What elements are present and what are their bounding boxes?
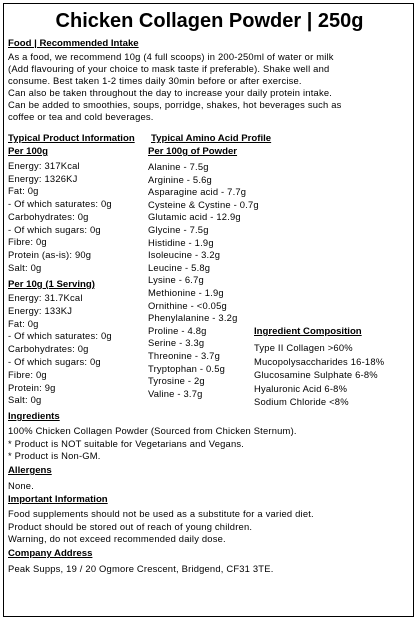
list-item: Valine - 3.7g — [148, 387, 203, 399]
list-item: Asparagine acid - 7.7g — [148, 186, 247, 198]
list-item: Cysteine & Cystine - 0.7g — [148, 198, 259, 210]
text-line: * Product is Non-GM. — [8, 450, 101, 461]
text-line: consume. Best taken 1-2 times daily 30min before or after exercise. — [8, 75, 302, 86]
list-item: Carbohydrates: 0g — [8, 343, 89, 355]
per-10g-list — [8, 292, 112, 407]
text-line: Product should be stored out of reach of young children. — [8, 520, 253, 532]
list-item: Proline - 4.8g — [148, 324, 207, 336]
allergens-text — [8, 480, 34, 492]
amino-heading: Typical Amino Acid Profile — [151, 133, 272, 144]
list-item: Energy: 31.7Kcal — [8, 292, 83, 303]
amino-sub-heading: Per 100g of Powder — [148, 146, 238, 157]
text-line: (Add flavouring of your choice to mask taste if preferable). Shake well and — [8, 63, 330, 74]
ingredients-heading: Ingredients — [8, 411, 60, 422]
important-text — [8, 508, 314, 546]
list-item: Energy: 1326KJ — [8, 172, 78, 184]
list-item: Isoleucine - 3.2g — [148, 249, 221, 261]
list-item: Serine - 3.3g — [148, 337, 205, 349]
list-item: Type II Collagen >60% — [254, 342, 353, 353]
list-item: - Of which sugars: 0g — [8, 223, 101, 235]
list-item: Glycine - 7.5g — [148, 223, 209, 235]
list-item: Salt: 0g — [8, 394, 42, 406]
composition-list — [254, 341, 384, 409]
text-line: As a food, we recommend 10g (4 full scoops) in 200-250ml of water or milk — [8, 51, 334, 62]
list-item: Energy: 317Kcal — [8, 160, 80, 171]
amino-list — [148, 161, 259, 400]
food-intake-heading: Food | Recommended Intake — [8, 38, 139, 49]
nutrition-heading: Typical Product Information — [8, 133, 135, 144]
list-item: Fibre: 0g — [8, 368, 47, 380]
list-item: Histidine - 1.9g — [148, 236, 214, 248]
list-item: Hyaluronic Acid 6-8% — [254, 382, 348, 394]
text-line: Peak Supps, 19 / 20 Ogmore Crescent, Bridgend, CF31 3TE. — [8, 563, 274, 574]
list-item: Protein (as-is): 90g — [8, 248, 92, 260]
list-item: Arginine - 5.6g — [148, 173, 212, 185]
text-line: Can be added to smoothies, soups, porridge, shakes, hot beverages such as — [8, 99, 342, 110]
per-10g-heading: Per 10g (1 Serving) — [8, 279, 95, 290]
text-line: 100% Chicken Collagen Powder (Sourced from Chicken Sternum). — [8, 425, 297, 436]
list-item: Energy: 133KJ — [8, 304, 73, 316]
list-item: Glucosamine Sulphate 6-8% — [254, 369, 378, 381]
list-item: Alanine - 7.5g — [148, 161, 209, 172]
text-line: Food supplements should not be used as a substitute for a varied diet. — [8, 508, 314, 519]
list-item: Glutamic acid - 12.9g — [148, 211, 241, 223]
list-item: Ornithine - <0.05g — [148, 299, 227, 311]
list-item: Tryptophan - 0.5g — [148, 362, 226, 374]
text-line: Can also be taken throughout the day to increase your daily protein intake. — [8, 87, 333, 98]
list-item: Fat: 0g — [8, 317, 39, 329]
list-item: Lysine - 6.7g — [148, 274, 204, 286]
text-line: Warning, do not exceed recommended daily dose. — [8, 533, 226, 545]
list-item: Salt: 0g — [8, 261, 42, 273]
list-item: - Of which saturates: 0g — [8, 330, 112, 342]
list-item: Tyrosine - 2g — [148, 375, 205, 387]
list-item: - Of which saturates: 0g — [8, 198, 112, 210]
list-item: Carbohydrates: 0g — [8, 210, 89, 222]
list-item: Fat: 0g — [8, 185, 39, 197]
list-item: Mucopolysaccharides 16-18% — [254, 355, 385, 367]
list-item: Phenylalanine - 3.2g — [148, 312, 238, 324]
list-item: Protein: 9g — [8, 381, 56, 393]
important-heading: Important Information — [8, 494, 108, 505]
text-line: None. — [8, 480, 35, 491]
list-item: Fibre: 0g — [8, 236, 47, 248]
list-item: - Of which sugars: 0g — [8, 355, 101, 367]
list-item: Methionine - 1.9g — [148, 286, 224, 298]
ingredients-text — [8, 425, 297, 463]
allergens-heading: Allergens — [8, 465, 52, 476]
food-intake-text — [8, 51, 342, 123]
company-heading: Company Address — [8, 548, 93, 559]
product-title: Chicken Collagen Powder | 250g — [55, 10, 364, 32]
list-item: Leucine - 5.8g — [148, 261, 211, 273]
composition-heading: Ingredient Composition — [254, 326, 362, 337]
per-100g-heading: Per 100g — [8, 146, 49, 157]
text-line: * Product is NOT suitable for Vegetarians and Vegans. — [8, 437, 245, 449]
company-address — [8, 563, 274, 575]
per-100g-list — [8, 160, 112, 274]
list-item: Threonine - 3.7g — [148, 349, 220, 361]
list-item: Sodium Chloride <8% — [254, 396, 349, 408]
text-line: coffee or tea and cold beverages. — [8, 111, 154, 122]
